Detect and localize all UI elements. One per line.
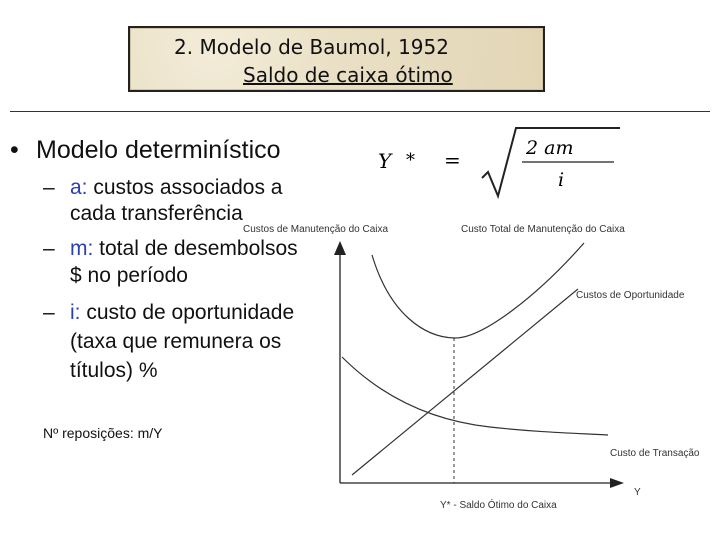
main-bullet-text: Modelo determinístico: [36, 136, 281, 164]
x-axis-label: Y: [634, 487, 641, 498]
cost-diagram: [240, 215, 720, 515]
optimum-label: Y* - Saldo Ótimo do Caixa: [440, 500, 557, 511]
formula-numerator: 2 am: [526, 137, 574, 159]
replenishment-note: Nº reposições: m/Y: [43, 425, 163, 441]
item-desc: custo de oportunidade: [80, 301, 295, 324]
item-key: i:: [70, 301, 81, 324]
y-axis-label: Custos de Manutenção do Caixa: [243, 224, 389, 235]
title-box: [128, 26, 545, 92]
total-cost-curve: [372, 243, 584, 338]
opportunity-cost-line: [352, 289, 578, 475]
opportunity-cost-label: Custos de Oportunidade: [576, 290, 685, 301]
formula-denominator: i: [558, 169, 565, 191]
item-key: a:: [70, 176, 88, 199]
item-a-cont: cada transferência: [70, 202, 243, 225]
formula-lhs: Y: [378, 149, 392, 173]
formula-equals: =: [444, 148, 461, 172]
dash: –: [43, 301, 55, 324]
title-line-2: Saldo de caixa ótimo: [243, 63, 453, 87]
total-cost-label: Custo Total de Manutenção do Caixa: [461, 224, 625, 235]
dash: –: [43, 237, 55, 260]
item-key: m:: [70, 237, 94, 260]
transaction-cost-curve: [342, 357, 608, 435]
item-m-cont: $ no período: [70, 264, 188, 287]
divider: [10, 111, 710, 112]
formula-star: *: [406, 150, 415, 171]
dash: –: [43, 176, 55, 199]
item-a-text: [70, 175, 282, 201]
title-line-1: 2. Modelo de Baumol, 1952: [174, 35, 449, 59]
y-axis-arrow: [334, 241, 346, 255]
main-bullet: [10, 136, 281, 165]
item-desc: custos associados a: [87, 176, 283, 199]
item-i-cont: (taxa que remunera os: [70, 330, 282, 353]
item-desc: total de desembolsos: [93, 237, 298, 260]
x-axis-arrow: [610, 478, 624, 488]
baumol-formula: [368, 120, 628, 200]
transaction-cost-label: Custo de Transação: [610, 448, 700, 459]
bullet-dot: •: [10, 136, 19, 164]
item-i-cont2: títulos) %: [70, 359, 158, 382]
